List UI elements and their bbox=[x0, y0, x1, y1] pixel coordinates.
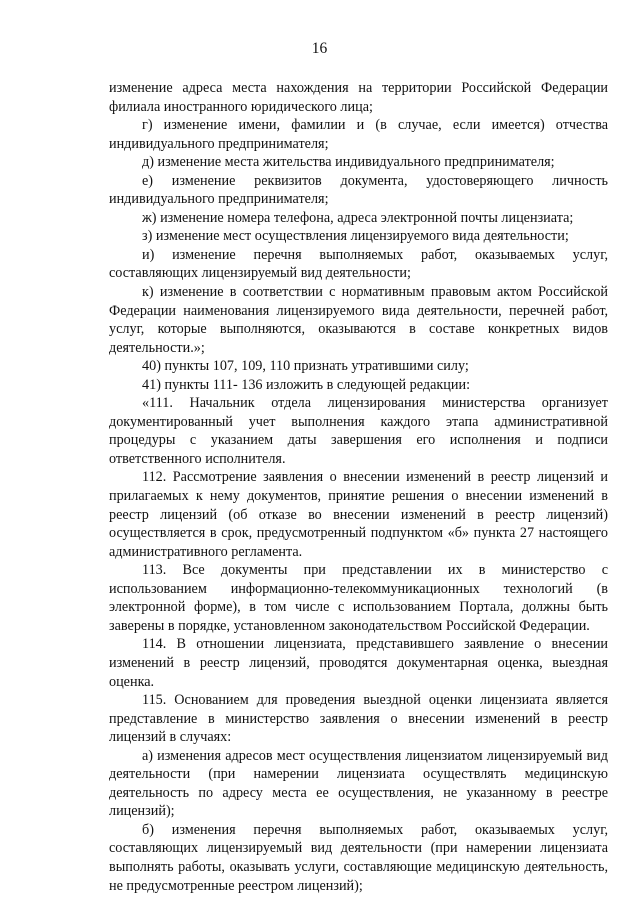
paragraph: 112. Рассмотрение заявления о внесении изменений в реестр лицензий и прилагаемых к нему документов, принятие решения о внесении изменений в реестр лицензий (об отказе во внесении изменений в реестр лицензий) осуществляется в срок, предусмотренный подпунктом «б» пункта 27 настоящего административного регламента. bbox=[109, 469, 608, 560]
paragraph: изменение адреса места нахождения на территории Российской Федерации филиала иностранного юридического лица; bbox=[109, 80, 608, 115]
paragraph: ж) изменение номера телефона, адреса электронной почты лицензиата; bbox=[142, 209, 574, 226]
paragraph: «111. Начальник отдела лицензирования министерства организует документированный учет выполнения каждого этапа административной процедуры с указанием даты завершения его исполнения и подписи ответственного исполнителя. bbox=[109, 395, 608, 467]
paragraph: г) изменение имени, фамилии и (в случае, если имеется) отчества индивидуального предпринимателя; bbox=[109, 117, 608, 152]
paragraph: 113. Все документы при представлении их в министерство с использованием информационно-телекоммуникационных технологий (в электронной форме), в том числе с использованием Портала, должны быть заверены в порядке, установленном законодательством Российской Федерации. bbox=[109, 562, 608, 634]
paragraph: е) изменение реквизитов документа, удостоверяющего личность индивидуального предпринимателя; bbox=[109, 172, 608, 208]
paragraph: 115. Основанием для проведения выездной оценки лицензиата является представление в министерство заявления о внесении изменений в реестр лицензий в случаях: bbox=[109, 692, 608, 746]
paragraph: б) изменения перечня выполняемых работ, оказываемых услуг, составляющих лицензируемый вид деятельности (при намерении лицензиата выполнять работы, оказывать услуги, составляющие медицинскую деятельность, не предусмотренные реестром лицензий); bbox=[109, 821, 608, 894]
paragraph: д) изменение места жительства индивидуального предпринимателя; bbox=[142, 154, 555, 171]
paragraph: и) изменение перечня выполняемых работ, оказываемых услуг, составляющих лицензируемый вид деятельности; bbox=[109, 246, 608, 282]
page-number: 16 bbox=[311, 40, 328, 57]
paragraph: к) изменение в соответствии с нормативным правовым актом Российской Федерации наименования лицензируемого вида деятельности, перечней работ, услуг, которые выполняются, оказываются в составе конкретных видов деятельности.»; bbox=[109, 284, 608, 356]
paragraph: 41) пункты 111- 136 изложить в следующей редакции: bbox=[142, 376, 471, 393]
paragraph: а) изменения адресов мест осуществления лицензиатом лицензируемый вид деятельности (при намерении лицензиата осуществлять медицинскую деятельность по адресу места ее осуществления, не указанному в реестре лицензий); bbox=[109, 747, 608, 820]
paragraph: 40) пункты 107, 109, 110 признать утратившими силу; bbox=[142, 358, 469, 375]
paragraph: 114. В отношении лицензиата, представившего заявление о внесении изменений в реестр лицензий, проводятся документарная оценка, выездная оценка. bbox=[109, 636, 608, 690]
document-body bbox=[109, 79, 608, 895]
paragraph: з) изменение мест осуществления лицензируемого вида деятельности; bbox=[142, 228, 569, 245]
